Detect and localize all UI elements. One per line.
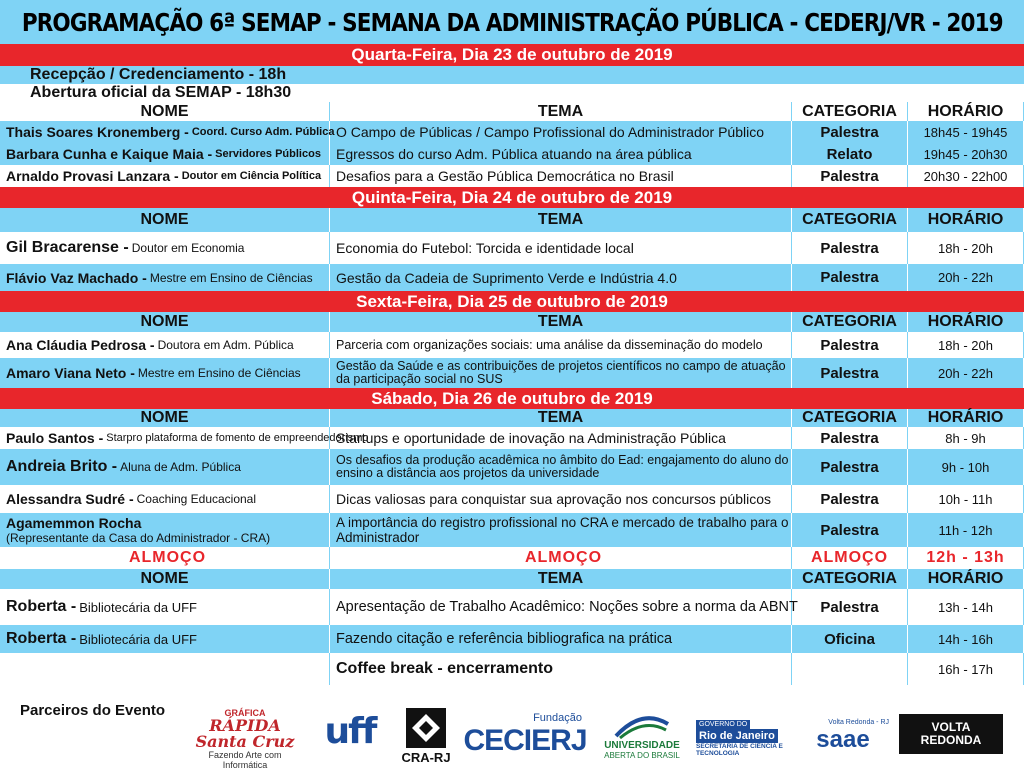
- header-tema: TEMA: [330, 409, 792, 427]
- closing-empty: [0, 653, 330, 685]
- cecierj-logo: [462, 702, 588, 768]
- lunch-label: ALMOÇO: [330, 547, 792, 569]
- page-title-bar: [0, 0, 1024, 44]
- category-text: Palestra: [820, 239, 879, 257]
- santa-cruz-tagline: Fazendo Arte com Informática: [208, 750, 282, 770]
- header-nome: NOME: [0, 312, 330, 332]
- category: [792, 449, 908, 485]
- time-text: 19h45 - 20h30: [923, 146, 1008, 162]
- category-text: Palestra: [820, 336, 879, 354]
- lunch-row: [0, 547, 1024, 569]
- speaker-name: Agamemmon Rocha: [6, 515, 142, 531]
- speaker-name: Amaro Viana Neto -: [6, 365, 135, 381]
- header-nome: NOME: [0, 569, 330, 589]
- time: [908, 589, 1024, 625]
- uab-line2: ABERTA DO BRASIL: [604, 751, 680, 760]
- time: [908, 449, 1024, 485]
- lunch-time: 12h - 13h: [908, 547, 1024, 569]
- speaker: [0, 485, 330, 513]
- time: [908, 165, 1024, 187]
- category-text: Palestra: [820, 598, 879, 616]
- santa-cruz-line1: GRÁFICA: [224, 708, 266, 718]
- category: [792, 625, 908, 653]
- closing-category: [792, 653, 908, 685]
- category-text: Palestra: [820, 364, 879, 382]
- speaker: [0, 143, 330, 165]
- time: [908, 121, 1024, 143]
- table-row: [0, 625, 1024, 653]
- category: [792, 165, 908, 187]
- time-text: 20h30 - 22h00: [923, 168, 1008, 184]
- speaker: [0, 358, 330, 388]
- category-text: Palestra: [820, 123, 879, 141]
- topic: [330, 449, 792, 485]
- time-text: 18h45 - 19h45: [923, 124, 1008, 140]
- column-headers: [0, 208, 1024, 232]
- topic-text: Apresentação de Trabalho Acadêmico: Noções sobre a norma da ABNT: [336, 599, 798, 615]
- speaker: [0, 264, 330, 291]
- category: [792, 121, 908, 143]
- speaker: [0, 625, 330, 653]
- category: [792, 143, 908, 165]
- cra-logo: [395, 700, 457, 770]
- cra-emblem-icon: [404, 706, 448, 750]
- header-tema: TEMA: [330, 208, 792, 232]
- time-text: 16h - 17h: [938, 661, 993, 677]
- topic-text: Desafios para a Gestão Pública Democrática no Brasil: [336, 168, 674, 184]
- partners-label: Parceiros do Evento: [20, 702, 166, 719]
- time: [908, 513, 1024, 547]
- saae-name: saae: [816, 725, 870, 753]
- topic-text: Gestão da Saúde e as contribuições de projetos científicos no campo de atuação da participação social no SUS: [336, 359, 786, 386]
- day-header: Quinta-Feira, Dia 24 de outubro de 2019: [0, 187, 1024, 208]
- time-text: 20h - 22h: [938, 270, 993, 285]
- closing-time: [908, 653, 1024, 685]
- topic: [330, 121, 792, 143]
- topic-text: Os desafios da produção acadêmica no âmbito do Ead: engajamento do aluno do ensino a distância aos projetos da universidade: [336, 453, 789, 480]
- santa-cruz-line3: Santa Cruz: [195, 732, 295, 751]
- topic: [330, 143, 792, 165]
- table-row: [0, 143, 1024, 165]
- vr-line2: REDONDA: [920, 733, 982, 747]
- category: [792, 358, 908, 388]
- rj-text-block: [696, 720, 786, 757]
- speaker-role: Mestre em Ensino de Ciências: [149, 270, 313, 285]
- category-text: Palestra: [820, 269, 879, 286]
- category-text: Palestra: [820, 429, 879, 447]
- topic: [330, 513, 792, 547]
- rj-gov: GOVERNO DO: [696, 720, 750, 729]
- speaker: [0, 427, 369, 449]
- time-text: 8h - 9h: [945, 430, 986, 446]
- table-row: [0, 513, 1024, 547]
- topic-text: Economia do Futebol: Torcida e identidade local: [336, 240, 634, 256]
- header-horario: HORÁRIO: [908, 409, 1024, 427]
- speaker-name: Andreia Brito -: [6, 458, 118, 475]
- speaker-name: Flávio Vaz Machado -: [6, 269, 147, 286]
- category: [792, 264, 908, 291]
- header-horario: HORÁRIO: [908, 102, 1024, 121]
- day-header: Sexta-Feira, Dia 25 de outubro de 2019: [0, 291, 1024, 312]
- speaker-name: Barbara Cunha e Kaique Maia -: [6, 146, 213, 162]
- header-categoria: CATEGORIA: [792, 409, 908, 427]
- category-text: Palestra: [820, 490, 879, 508]
- column-headers: [0, 409, 1024, 427]
- uab-line1: UNIVERSIDADE: [604, 740, 680, 751]
- speaker: [0, 121, 335, 143]
- time-text: 18h - 20h: [938, 240, 993, 256]
- header-nome: NOME: [0, 102, 330, 121]
- header-nome: NOME: [0, 208, 330, 232]
- closing-text: Coffee break - encerramento: [336, 660, 553, 677]
- topic-text: Fazendo citação e referência bibliografica na prática: [336, 631, 673, 647]
- time: [908, 485, 1024, 513]
- header-categoria: CATEGORIA: [792, 208, 908, 232]
- cecierj-fundacao: Fundação: [533, 712, 582, 724]
- cecierj-name: CECIERJ: [463, 724, 587, 757]
- speaker: [0, 589, 330, 625]
- topic-text: Startups e oportunidade de inovação na Administração Pública: [336, 430, 726, 446]
- intro-line: Abertura oficial da SEMAP - 18h30: [0, 84, 1024, 102]
- santa-cruz-logo: [190, 704, 300, 774]
- category: [792, 485, 908, 513]
- santa-cruz-line2: RÁPIDA: [209, 716, 281, 735]
- time-text: 20h - 22h: [938, 365, 993, 381]
- topic: [330, 485, 792, 513]
- header-tema: TEMA: [330, 569, 792, 589]
- table-row: [0, 232, 1024, 264]
- table-row: [0, 485, 1024, 513]
- time: [908, 264, 1024, 291]
- table-row: [0, 121, 1024, 143]
- saae-city: Volta Redonda - RJ: [828, 718, 889, 726]
- topic: [330, 589, 798, 625]
- speaker-role: Bibliotecária da UFF: [79, 631, 198, 647]
- speaker: [0, 513, 330, 547]
- speaker-role: Servidores Públicos: [215, 148, 321, 160]
- speaker: [0, 232, 330, 264]
- category-text: Oficina: [824, 630, 875, 648]
- topic: [330, 427, 792, 449]
- speaker-name: Gil Bracarense -: [6, 239, 129, 256]
- table-row: [0, 332, 1024, 358]
- closing-topic: [330, 653, 792, 685]
- topic-text: O Campo de Públicas / Campo Profissional do Administrador Público: [336, 124, 764, 140]
- speaker-role: (Representante da Casa do Administrador - CRA): [6, 531, 271, 545]
- header-tema: TEMA: [330, 102, 792, 121]
- saae-logo: [797, 706, 889, 766]
- uab-logo: [592, 704, 692, 770]
- rj-state: Rio de Janeiro: [696, 729, 778, 743]
- time-text: 11h - 12h: [938, 522, 993, 538]
- speaker-role: Coaching Educacional: [136, 492, 257, 506]
- volta-redonda-logo: [899, 714, 1003, 754]
- table-row: [0, 165, 1024, 187]
- category-text: Palestra: [820, 458, 879, 476]
- header-categoria: CATEGORIA: [792, 569, 908, 589]
- speaker: [0, 449, 330, 485]
- header-tema: TEMA: [330, 312, 792, 332]
- speaker-name: Roberta -: [6, 630, 77, 647]
- schedule-table: [0, 44, 1024, 685]
- table-row: [0, 358, 1024, 388]
- category: [792, 332, 908, 358]
- table-row: [0, 449, 1024, 485]
- day-header: Sábado, Dia 26 de outubro de 2019: [0, 388, 1024, 409]
- topic: [330, 165, 792, 187]
- header-horario: HORÁRIO: [908, 312, 1024, 332]
- speaker-role: Mestre em Ensino de Ciências: [137, 366, 301, 380]
- category: [792, 427, 908, 449]
- table-row: [0, 589, 1024, 625]
- lunch-label: ALMOÇO: [792, 547, 908, 569]
- page-title: PROGRAMAÇÃO 6ª SEMAP - SEMANA DA ADMINISTRAÇÃO PÚBLICA - CEDERJ/VR - 2019: [21, 7, 1003, 37]
- speaker-role: Aluna de Adm. Pública: [120, 460, 241, 474]
- speaker: [0, 165, 330, 187]
- speaker-name: Paulo Santos -: [6, 430, 104, 446]
- speaker: [0, 332, 330, 358]
- topic-text: Parceria com organizações sociais: uma análise da disseminação do modelo: [336, 338, 763, 352]
- category: [792, 513, 908, 547]
- speaker-role: Doutor em Ciência Política: [181, 170, 322, 182]
- day-header: Quarta-Feira, Dia 23 de outubro de 2019: [0, 44, 1024, 66]
- header-horario: HORÁRIO: [908, 569, 1024, 589]
- vr-line1: VOLTA: [931, 720, 971, 734]
- speaker-role: Doutora em Adm. Pública: [157, 338, 294, 352]
- category: [792, 232, 908, 264]
- topic: [330, 358, 792, 388]
- speaker-role: Doutor em Economia: [131, 241, 245, 255]
- category-text: Palestra: [820, 167, 879, 185]
- column-headers: [0, 102, 1024, 121]
- time: [908, 427, 1024, 449]
- column-headers: [0, 569, 1024, 589]
- time-text: 14h - 16h: [938, 631, 993, 647]
- speaker-role: Coord. Curso Adm. Pública: [191, 126, 335, 138]
- time: [908, 143, 1024, 165]
- category-text: Palestra: [820, 521, 879, 539]
- table-row: [0, 427, 1024, 449]
- topic: [330, 232, 792, 264]
- uab-swoosh-icon: [612, 714, 672, 740]
- topic: [330, 264, 792, 291]
- partners-section: [0, 690, 1024, 782]
- speaker-name: Alessandra Sudré -: [6, 491, 134, 507]
- header-categoria: CATEGORIA: [792, 102, 908, 121]
- time: [908, 625, 1024, 653]
- topic-text: Gestão da Cadeia de Suprimento Verde e Indústria 4.0: [336, 269, 677, 286]
- time-text: 13h - 14h: [938, 599, 993, 615]
- table-row: [0, 264, 1024, 291]
- speaker-role: Starpro plataforma de fomento de empreendedorismo: [106, 432, 369, 444]
- time: [908, 332, 1024, 358]
- time-text: 10h - 11h: [938, 491, 993, 507]
- speaker-name: Arnaldo Provasi Lanzara -: [6, 168, 179, 184]
- closing-row: [0, 653, 1024, 685]
- time: [908, 232, 1024, 264]
- topic: [330, 332, 792, 358]
- rj-government-logo: [696, 712, 786, 764]
- uff-logo: uff: [324, 711, 376, 752]
- column-headers: [0, 312, 1024, 332]
- speaker-role: Bibliotecária da UFF: [79, 599, 198, 615]
- topic: [330, 625, 792, 653]
- topic-text: Egressos do curso Adm. Pública atuando na área pública: [336, 146, 692, 162]
- intro-line: Recepção / Credenciamento - 18h: [0, 66, 1024, 84]
- topic-text: Dicas valiosas para conquistar sua aprovação nos concursos públicos: [336, 491, 772, 507]
- topic-text: A importância do registro profissional no CRA e mercado de trabalho para o Administrador: [336, 515, 789, 545]
- time: [908, 358, 1024, 388]
- category-text: Relato: [826, 145, 873, 163]
- cra-text: CRA-RJ: [401, 749, 451, 765]
- lunch-label: ALMOÇO: [0, 547, 330, 569]
- speaker-name: Roberta -: [6, 598, 77, 615]
- header-nome: NOME: [0, 409, 330, 427]
- header-horario: HORÁRIO: [908, 208, 1024, 232]
- speaker-name: Thais Soares Kronemberg -: [6, 124, 189, 140]
- speaker-name: Ana Cláudia Pedrosa -: [6, 337, 155, 353]
- time-text: 9h - 10h: [941, 459, 990, 475]
- category: [792, 589, 908, 625]
- time-text: 18h - 20h: [938, 337, 993, 353]
- header-categoria: CATEGORIA: [792, 312, 908, 332]
- rj-secretaria: SECRETARIA DE CIÊNCIA E TECNOLOGIA: [696, 742, 783, 757]
